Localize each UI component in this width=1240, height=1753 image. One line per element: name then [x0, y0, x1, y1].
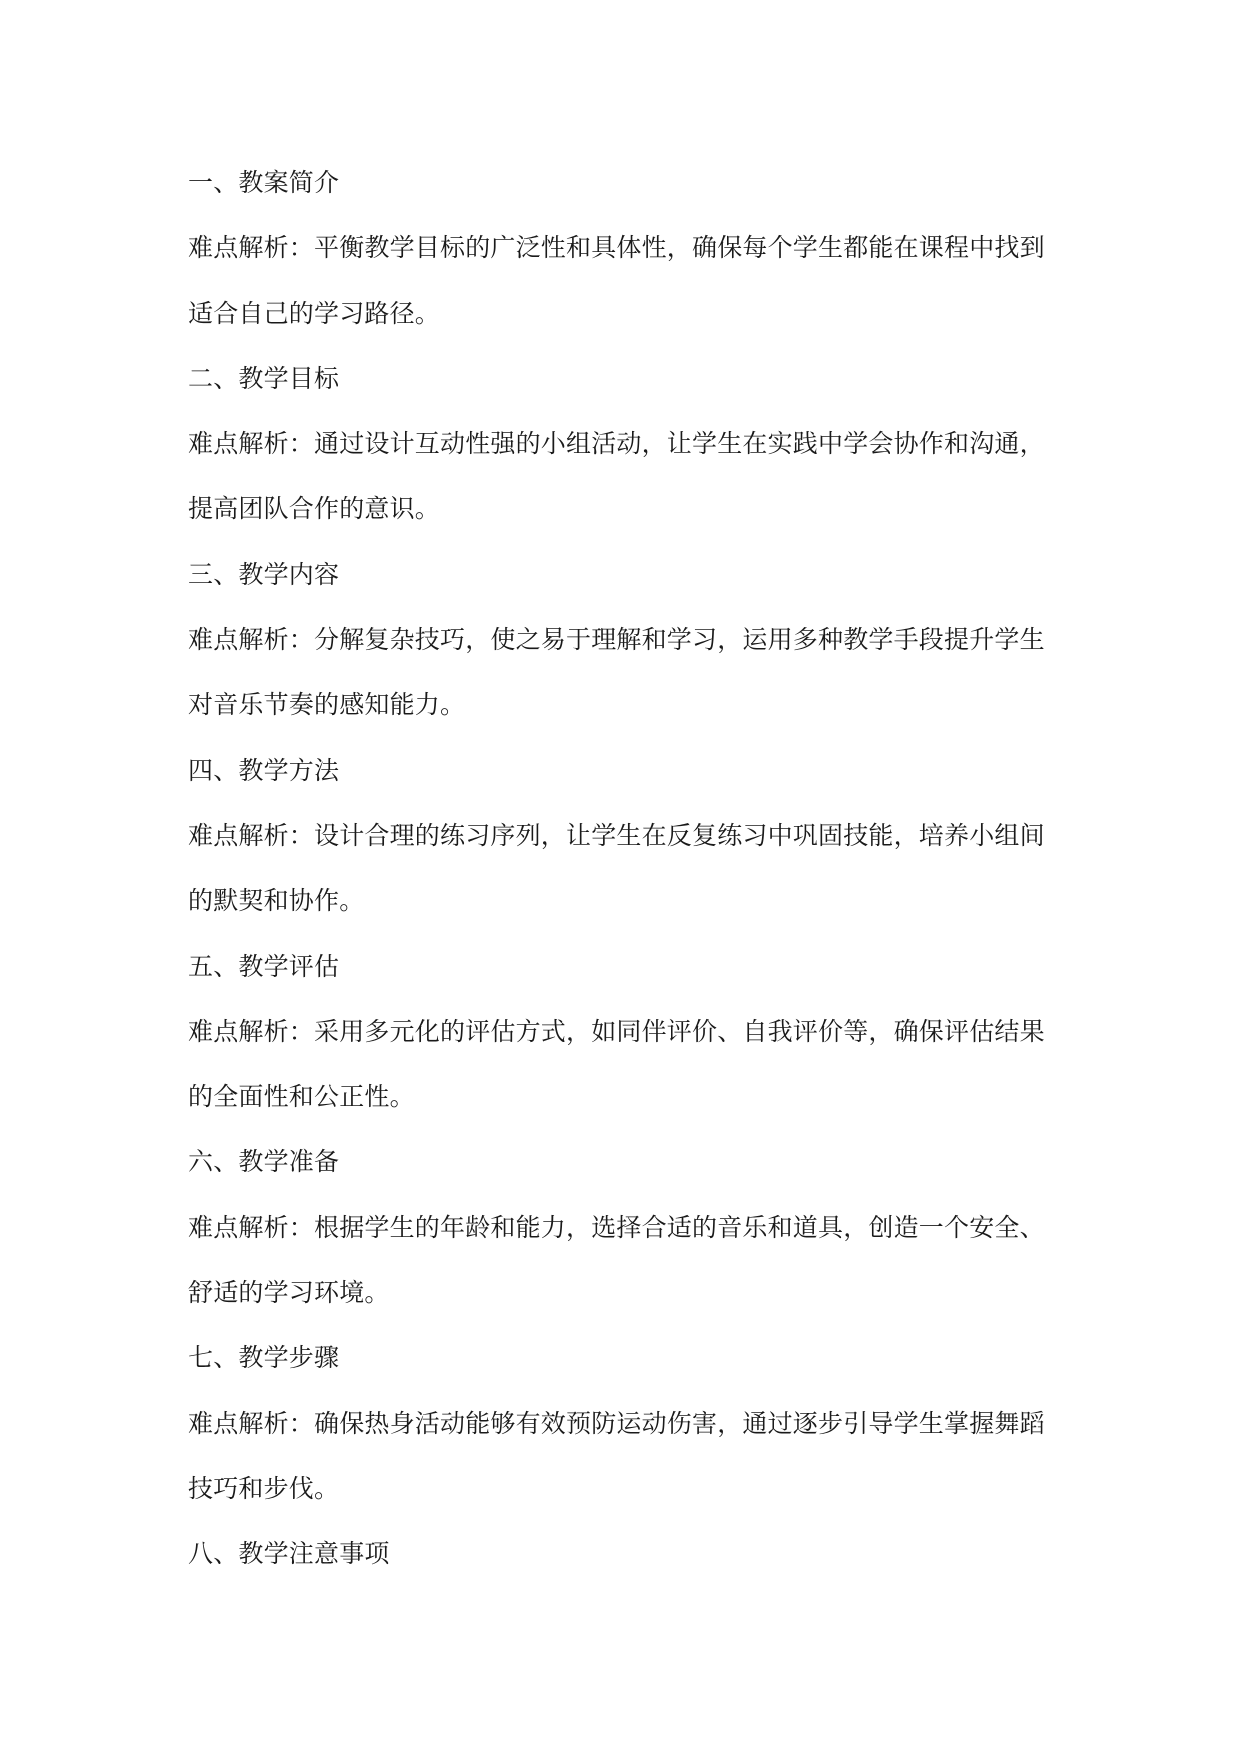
section-heading-3: 三、教学内容 — [188, 559, 340, 589]
section-1-text-line-1: 难点解析：平衡教学目标的广泛性和具体性，确保每个学生都能在课程中找到 — [188, 233, 1045, 263]
section-1-text-line-2: 适合自己的学习路径。 — [188, 298, 441, 328]
section-6-text-line-1: 难点解析：根据学生的年龄和能力，选择合适的音乐和道具，创造一个安全、 — [188, 1212, 1045, 1242]
section-7-text-line-1: 难点解析：确保热身活动能够有效预防运动伤害，通过逐步引导学生掌握舞蹈 — [188, 1408, 1045, 1438]
section-4-text-line-1: 难点解析：设计合理的练习序列，让学生在反复练习中巩固技能，培养小组间 — [188, 820, 1045, 850]
document-body — [188, 150, 1068, 1587]
section-heading-5: 五、教学评估 — [188, 951, 340, 981]
section-7-text-line-2: 技巧和步伐。 — [188, 1473, 340, 1503]
section-heading-4: 四、教学方法 — [188, 755, 340, 785]
section-3-text-line-2: 对音乐节奏的感知能力。 — [188, 690, 466, 720]
section-5-text-line-2: 的全面性和公正性。 — [188, 1082, 415, 1112]
section-heading-2: 二、教学目标 — [188, 363, 340, 393]
section-2-text-line-1: 难点解析：通过设计互动性强的小组活动，让学生在实践中学会协作和沟通， — [188, 429, 1045, 459]
section-3-text-line-1: 难点解析：分解复杂技巧，使之易于理解和学习，运用多种教学手段提升学生 — [188, 625, 1045, 655]
section-2-text-line-2: 提高团队合作的意识。 — [188, 494, 441, 524]
section-4-text-line-2: 的默契和协作。 — [188, 886, 365, 916]
section-heading-8: 八、教学注意事项 — [188, 1539, 390, 1569]
section-heading-7: 七、教学步骤 — [188, 1343, 340, 1373]
section-6-text-line-2: 舒适的学习环境。 — [188, 1278, 390, 1308]
section-heading-6: 六、教学准备 — [188, 1147, 340, 1177]
section-5-text-line-1: 难点解析：采用多元化的评估方式，如同伴评价、自我评价等，确保评估结果 — [188, 1016, 1045, 1046]
section-heading-1: 一、教案简介 — [188, 168, 340, 197]
